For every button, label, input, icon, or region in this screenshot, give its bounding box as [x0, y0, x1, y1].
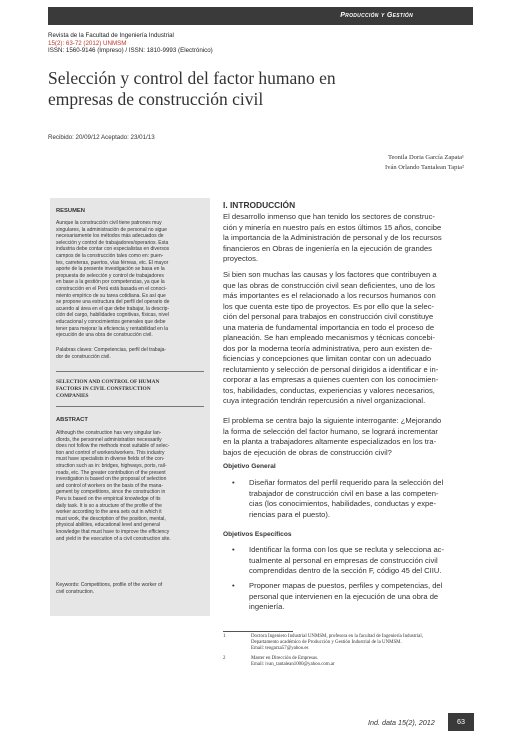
abstract-line: daily task. It is so a structure of the profile of the	[56, 502, 162, 509]
keywords-line-1: Keywords: Competitions, profile of the worker of	[56, 582, 163, 588]
text-line: financieros en Obras de ingeniería en la ejecución de grandes	[223, 243, 432, 253]
bullet-item-3	[249, 581, 475, 613]
author-list	[385, 153, 464, 173]
resumen-line: singulares, la administración de personal no sigue	[56, 226, 167, 233]
journal-name: Revista de la Facultad de Ingeniería Industrial	[48, 32, 174, 39]
resumen-line: tener para mejorar la eficiencia y rentabilidad en la	[56, 325, 169, 332]
abstract-line: worker according to the area sets out in which it	[56, 509, 162, 516]
text-line: Si bien son muchas las causas y los factores que contribuyen a	[223, 270, 437, 279]
bullet-marker: •	[232, 545, 235, 554]
resumen-line: ejecución de una obra de construcción civil.	[56, 332, 153, 339]
abstract-line: Peru is based on the empirical knowledge of its	[56, 495, 161, 502]
footnote-rule	[223, 631, 293, 632]
text-line: los que cuenta este tipo de proyectos. Es por ello que la selec-	[223, 301, 435, 311]
abstract-line: and yield in the execution of a civil construction site.	[56, 535, 171, 542]
footnote-text	[251, 656, 475, 668]
abstract-line: struction such as in: bridges, highways, ports, rail-	[56, 462, 167, 469]
paragraph-1	[223, 212, 475, 265]
abstract-line: knowledge that must have to improve the efficiency	[56, 528, 170, 535]
bullet-marker: •	[232, 581, 235, 590]
abstract-line: Although the construction has very singular lan-	[56, 430, 162, 436]
section-header-bar	[48, 7, 473, 25]
text-line: una materia de fundamental importancia en todo el proceso de	[223, 322, 435, 332]
text-line: El desarrollo inmenso que han tenido los sectores de construc-	[223, 212, 435, 221]
text-line: Proponer mapas de puestos, perfiles y competencias, del	[249, 581, 443, 590]
resumen-text	[56, 220, 204, 339]
abstract-heading: ABSTRACT	[56, 417, 88, 423]
resumen-line: necesariamente los métodos más adecuados de	[56, 233, 164, 240]
english-title	[56, 379, 204, 400]
abstract-line: must work, the description of the position, mental,	[56, 515, 166, 522]
text-line: más importantes es el relacionado a los recursos humanos con	[223, 291, 436, 300]
text-line: dos por la moderna teoría administrativa, pero aun existen de-	[223, 343, 433, 353]
text-line: Diseñar formatos del perfil requerido para la selección del	[249, 478, 444, 487]
footnote-line: Email: teogarza57@yahoo.es	[251, 646, 309, 652]
text-line: ingeniería.	[249, 602, 285, 611]
received-dates: Recibido: 20/09/12 Aceptado: 23/01/13	[48, 134, 155, 141]
article-title: Selección y control del factor humano en empresas de construcción civil	[48, 68, 336, 109]
text-line: proyectos.	[223, 254, 259, 263]
resumen-line: ción del cargo, habilidades cognitivas, físicas, nivel	[56, 312, 169, 319]
resumen-line: miento empírico de su tarea cotidiana. Es así que	[56, 292, 166, 299]
abstract-line: must have specialists in diverse fields of the con-	[56, 456, 165, 463]
bullet-item-2	[249, 545, 475, 577]
paragraph-2	[223, 270, 475, 407]
resumen-line: selección y control de trabajadores/operarios. Esta	[56, 239, 169, 246]
resumen-line: propuesta de selección y control de trabajadores	[56, 272, 164, 279]
footnote-line: Email: ivan_tantalean1000@yahoo.com.ar	[251, 662, 335, 668]
keywords	[56, 582, 204, 595]
text-line: en la planta a trabajadores altamente especializados en los tra-	[223, 437, 437, 446]
journal-issn: ISSN: 1560-9146 (Impreso) / ISSN: 1810-9993 (Electrónico)	[48, 47, 213, 55]
text-line: comprendidas dentro de la sección F, código 45 del CIIU.	[249, 566, 442, 575]
text-line: cias (los conocimientos, habilidades, conductas y expe-	[249, 499, 436, 508]
text-line: personal que intervienen en la ejecución de una obra de	[249, 591, 439, 601]
resumen-line: construcción en el Perú está basada en el conoci-	[56, 285, 167, 292]
section-label: Producción y Gestión	[340, 12, 413, 19]
text-line: ción y minería en nuestro país en estos últimos 15 años, concibe	[223, 222, 442, 232]
text-line: El problema se centra bajo la siguiente interrogante: ¿Mejorando	[223, 416, 442, 425]
abstract-line: tion and control of workers/workers. This industry	[56, 449, 165, 456]
english-title-line: COMPANIES	[56, 393, 89, 399]
abstract-line: roads, etc. The greater contribution of the present	[56, 469, 166, 476]
text-line: bajos de ejecución de obras de construcción civil?	[223, 447, 392, 457]
palabras-claves-line-2: dor de construcción civil.	[56, 353, 111, 360]
text-line: Identificar la forma con los que se recluta y selecciona ac-	[249, 545, 445, 554]
footnote-line: Doctora Ingeniero Industrial UNMSM, profesora en la facultad de Ingeniería Industrial,	[251, 634, 423, 639]
resumen-line: se propone una estructura del perfil del operario de	[56, 299, 170, 306]
resumen-line: tes, carreteras, puertos, vías férreas, etc. El mayor	[56, 259, 169, 266]
footnote-line: Master en Dirección de Empresas.	[251, 656, 319, 661]
text-line: la importancia de la Administración de personal y de los recursos	[223, 233, 442, 242]
author-1: Teonila Doria García Zapata¹	[387, 154, 464, 161]
footnote-line: Departamento académico de Producción y Gestión Industrial de la UNMSM.	[251, 640, 402, 646]
footnote-number: 2	[223, 656, 226, 661]
text-line: planeación. Se han empleado mecanismos y técnicas concebi-	[223, 333, 435, 342]
paragraph-3	[223, 416, 475, 458]
text-line: tualmente al personal en empresas de construcción civil	[249, 555, 438, 565]
text-line: ficiencias y concepciones que limitan contar con un adecuado	[223, 354, 432, 363]
abstract-text	[56, 430, 204, 542]
bullet-marker: •	[232, 478, 235, 487]
abstract-line: does not follow the methods most suitable of selec-	[56, 443, 170, 450]
divider	[56, 371, 204, 372]
text-line: trabajador de construcción civil en base a las competen-	[249, 488, 439, 498]
resumen-line: campos de la construcción tales como en: puen-	[56, 252, 164, 259]
objetivo-general-heading: Objetivo General	[223, 463, 276, 470]
journal-info	[48, 32, 213, 55]
resumen-line: en base a la gestión por competencias, ya que la	[56, 279, 165, 286]
objetivos-especificos-heading: Objetivos Específicos	[223, 531, 292, 538]
abstract-line: dlords, the personnel administration necessarily	[56, 436, 162, 443]
author-2: Iván Orlando Tantalean Tapia²	[385, 164, 464, 171]
text-line: corporar a las empresas a quienes cuenten con los conocimien-	[223, 375, 439, 384]
text-line: cuya integración tendrán repercusión a nivel organizacional.	[223, 396, 426, 405]
abstract-line: and control of workers on the basis of the mana-	[56, 482, 164, 489]
resumen-line: aporte de la presente investigación se basa en la	[56, 266, 165, 273]
palabras-claves-line-1: Palabras claves: Competencias, perfil del trabaja-	[56, 347, 167, 353]
resumen-heading: RESUMEN	[56, 208, 85, 214]
text-line: tos, habilidades, conductas, experiencias y valores necesarios,	[223, 385, 435, 395]
text-line: que las obras de construcción civil sean deficientes, uno de los	[223, 280, 435, 290]
english-title-line: SELECTION AND CONTROL OF HUMAN	[56, 379, 160, 385]
journal-volume: 15(2): 63-72 (2012) UNMSM	[48, 39, 127, 47]
divider	[56, 406, 204, 407]
section-heading: I. INTRODUCCIÓN	[223, 200, 296, 210]
resumen-line: industria debe contar con especialistas en diversos	[56, 246, 170, 253]
abstract-line: investigation is based on the proposal of selection	[56, 476, 167, 483]
resumen-line: acuerdo al área en el que debe trabajar, la descrip-	[56, 305, 170, 312]
footer-citation: Ind. data 15(2), 2012	[368, 718, 435, 727]
english-title-line: FACTORS IN CIVIL CONSTRUCTION	[56, 386, 151, 392]
bullet-item-1	[249, 478, 475, 520]
abstract-line: physical abilities, educational level and general	[56, 522, 160, 529]
footnote-1	[223, 634, 475, 654]
palabras-claves	[56, 347, 204, 360]
page-number: 63	[448, 713, 474, 731]
text-line: reclutamiento y selección de personal dirigidos a identificar e in-	[223, 364, 439, 374]
text-line: riencias para el puesto).	[249, 509, 331, 519]
footnote-2	[223, 656, 475, 670]
keywords-line-2: civil construction.	[56, 588, 95, 595]
text-line: la forma de selección del factor humano, se logrará incrementar	[223, 426, 438, 436]
text-line: ción del personal para trabajos en construcción civil constituye	[223, 312, 434, 321]
abstract-line: gement by competitions, since the construction in	[56, 489, 166, 496]
footnote-text	[251, 634, 475, 653]
footnote-number: 1	[223, 634, 226, 639]
resumen-line: educacional y conocimientos generales que debe	[56, 318, 166, 325]
resumen-line: Aunque la construcción civil tiene patrones muy	[56, 220, 162, 226]
